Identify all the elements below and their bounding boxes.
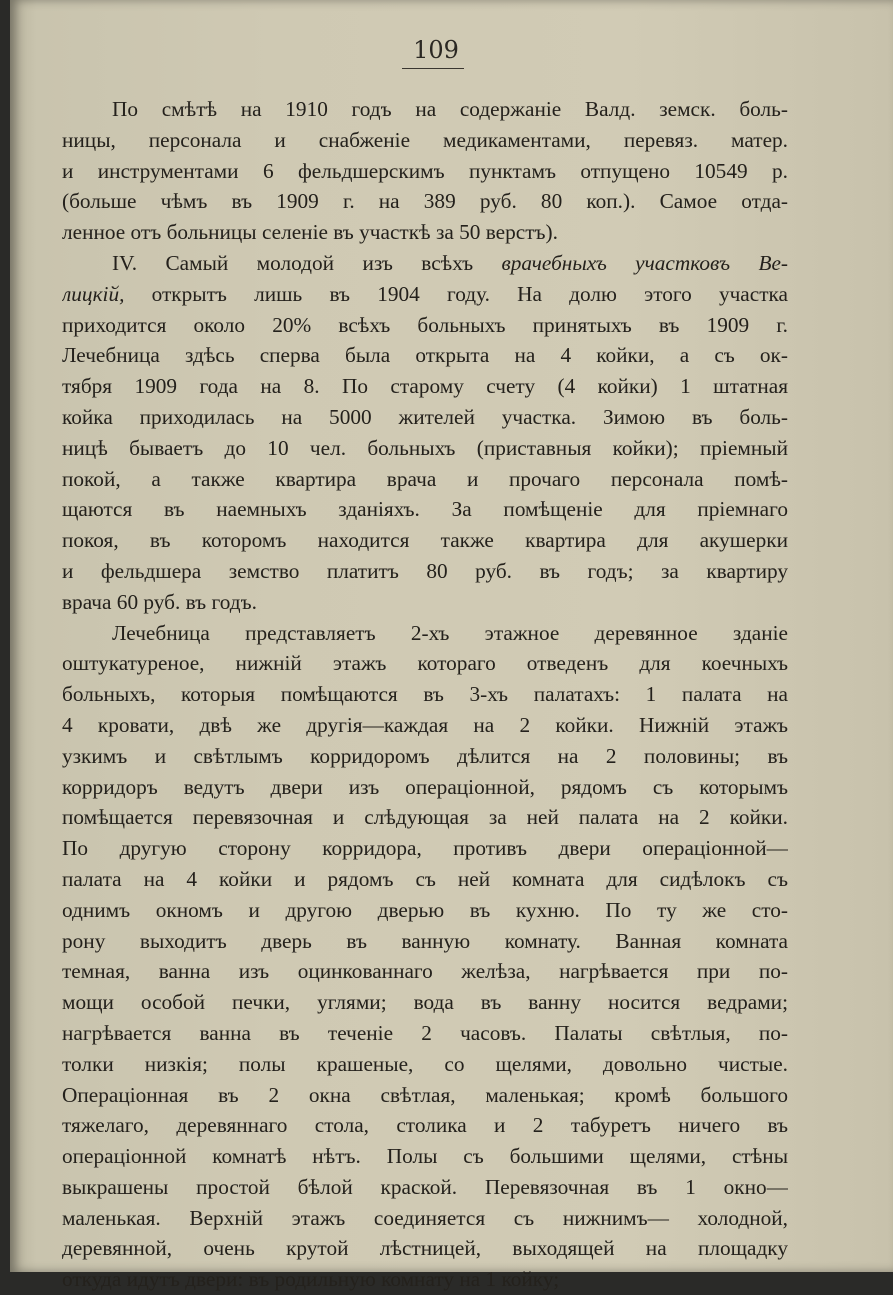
- text-line: тября 1909 года на 8. По старому счету (4 койки) 1 штатная: [62, 374, 788, 399]
- text-line: покой, а также квартира врача и прочаго персонала помѣ-: [62, 466, 788, 491]
- text-line: [62, 279, 788, 310]
- page-number-rule: [402, 68, 464, 69]
- text-line: По смѣтѣ на 1910 годъ на содержаніе Валд. земск. боль-: [112, 97, 788, 121]
- text-line: щаются въ наемныхъ зданіяхъ. За помѣщеніе для пріемнаго: [62, 497, 788, 522]
- text-line: маленькая. Верхній этажъ соединяется съ нижнимъ— холодной,: [62, 1205, 788, 1230]
- italic-text: врачебныхъ участковъ Ве-: [501, 250, 788, 275]
- text-line: [62, 248, 788, 279]
- text-line: нагрѣвается ванна въ теченіе 2 часовъ. Палаты свѣтлыя, по-: [62, 1020, 788, 1045]
- text-line: приходится около 20% всѣхъ больныхъ принятыхъ въ 1909 г.: [62, 312, 788, 337]
- text-line: ницы, персонала и снабженіе медикаментами, перевяз. матер.: [62, 127, 788, 152]
- text-line: койка приходилась на 5000 жителей участка. Зимою въ боль-: [62, 404, 788, 429]
- text-line: По другую сторону корридора, противъ двери операціонной—: [62, 836, 788, 861]
- paragraph: [62, 618, 788, 1295]
- text-line: толки низкія; полы крашеные, со щелями, довольно чистые.: [62, 1051, 788, 1076]
- text-line: и фельдшера земство платитъ 80 руб. въ годъ; за квартиру: [62, 558, 788, 583]
- text-line: 4 кровати, двѣ же другія—каждая на 2 койки. Нижній этажъ: [62, 712, 788, 737]
- text-line: оштукатуреное, нижній этажъ котораго отведенъ для коечныхъ: [62, 651, 788, 676]
- body-text: [62, 94, 788, 1295]
- page-number: 109: [413, 36, 459, 64]
- text-line: мощи особой печки, углями; вода въ ванну носится ведрами;: [62, 990, 788, 1015]
- text-line: ленное отъ больницы селеніе въ участкѣ за 50 верстъ).: [62, 220, 558, 245]
- text-line: больныхъ, которыя помѣщаются въ 3-хъ палатахъ: 1 палата на: [62, 682, 788, 707]
- text-line: однимъ окномъ и другою дверью въ кухню. По ту же сто-: [62, 897, 788, 922]
- plain-text: IV. Самый молодой изъ всѣхъ: [112, 250, 502, 275]
- text-line: тяжелаго, деревяннаго стола, столика и 2 табуретъ ничего въ: [62, 1113, 788, 1138]
- text-line: врача 60 руб. въ годъ.: [62, 589, 257, 614]
- text-line: корридоръ ведутъ двери изъ операціонной, рядомъ съ которымъ: [62, 774, 788, 799]
- text-line: узкимъ и свѣтлымъ корридоромъ дѣлится на 2 половины; въ: [62, 743, 788, 768]
- text-line: Лечебница здѣсь сперва была открыта на 4 койки, а съ ок-: [62, 343, 788, 368]
- text-line: (больше чѣмъ въ 1909 г. на 389 руб. 80 коп.). Самое отда-: [62, 189, 788, 214]
- text-line: покоя, въ которомъ находится также квартира для акушерки: [62, 528, 788, 553]
- text-line: Операціонная въ 2 окна свѣтлая, маленькая; кромѣ большого: [62, 1082, 788, 1107]
- paragraph: [62, 248, 788, 618]
- text-line: палата на 4 койки и рядомъ съ ней комната для сидѣлокъ съ: [62, 866, 788, 891]
- text-line: помѣщается перевязочная и слѣдующая за ней палата на 2 койки.: [62, 805, 788, 830]
- text-line: деревянной, очень крутой лѣстницей, выходящей на площадку: [62, 1236, 788, 1261]
- paragraph: [62, 94, 788, 248]
- text-line: ницѣ бываетъ до 10 чел. больныхъ (приставныя койки); пріемный: [62, 435, 788, 460]
- text-line: операціонной комнатѣ нѣтъ. Полы съ большими щелями, стѣны: [62, 1144, 788, 1169]
- text-line: темная, ванна изъ оцинкованнаго желѣза, нагрѣвается при по-: [62, 959, 788, 984]
- text-line: откуда идутъ двери: въ родильную комнату на 1 койку;: [62, 1267, 560, 1292]
- text-line: и инструментами 6 фельдшерскимъ пунктамъ отпущено 10549 р.: [62, 158, 788, 183]
- plain-text: открытъ лишь въ 1904 году. На долю этого участка: [124, 281, 788, 306]
- text-line: выкрашены простой бѣлой краской. Перевязочная въ 1 окно—: [62, 1174, 788, 1199]
- text-line: рону выходитъ дверь въ ванную комнату. Ванная комната: [62, 928, 788, 953]
- italic-text: лицкій,: [62, 281, 125, 306]
- book-page: [10, 0, 893, 1292]
- text-line: Лечебница представляетъ 2-хъ этажное деревянное зданіе: [112, 620, 788, 645]
